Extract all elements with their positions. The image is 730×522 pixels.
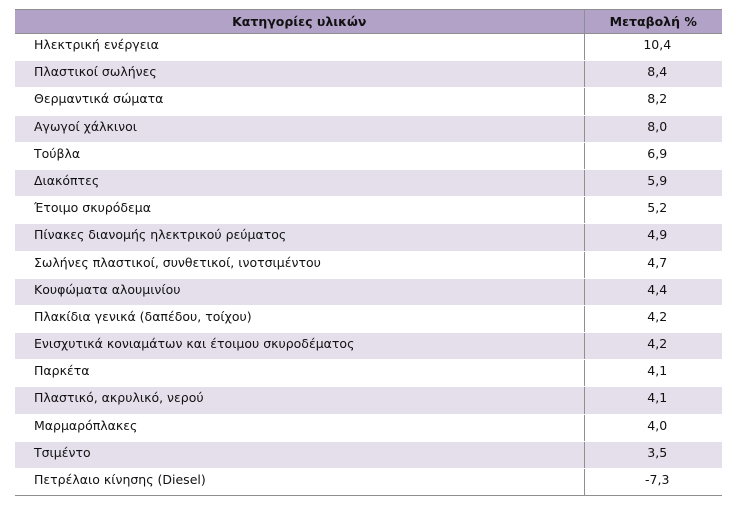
table-row xyxy=(15,115,722,142)
row-change-value: 6,9 xyxy=(584,142,722,169)
row-change-value: 3,5 xyxy=(584,441,722,468)
row-change-value: 4,0 xyxy=(584,414,722,441)
table-row xyxy=(15,251,722,278)
row-change-value: 4,4 xyxy=(584,278,722,305)
table-row xyxy=(15,441,722,468)
table-row xyxy=(15,469,722,496)
row-change-value: 5,2 xyxy=(584,197,722,224)
row-change-value: 5,9 xyxy=(584,169,722,196)
table-header xyxy=(15,10,722,34)
row-category-name: Τσιμέντο xyxy=(15,441,584,468)
row-category-name: Ενισχυτικά κονιαμάτων και έτοιμου σκυροδέματος xyxy=(15,333,584,360)
row-category-name: Τούβλα xyxy=(15,142,584,169)
row-change-value: 8,4 xyxy=(584,61,722,88)
table-row xyxy=(15,414,722,441)
row-change-value: 4,1 xyxy=(584,387,722,414)
header-change-percent: Μεταβολή % xyxy=(584,10,722,34)
row-change-value: 4,9 xyxy=(584,224,722,251)
table-row xyxy=(15,305,722,332)
row-category-name: Κουφώματα αλουμινίου xyxy=(15,278,584,305)
table-row xyxy=(15,278,722,305)
row-category-name: Πλακίδια γενικά (δαπέδου, τοίχου) xyxy=(15,305,584,332)
row-category-name: Παρκέτα xyxy=(15,360,584,387)
materials-price-change-table xyxy=(15,9,722,496)
row-change-value: 8,2 xyxy=(584,88,722,115)
row-category-name: Πίνακες διανομής ηλεκτρικού ρεύματος xyxy=(15,224,584,251)
row-change-value: 8,0 xyxy=(584,115,722,142)
row-category-name: Πλαστικό, ακρυλικό, νερού xyxy=(15,387,584,414)
row-category-name: Θερμαντικά σώματα xyxy=(15,88,584,115)
table-row xyxy=(15,142,722,169)
row-change-value: 10,4 xyxy=(584,34,722,61)
table-row xyxy=(15,333,722,360)
row-category-name: Έτοιμο σκυρόδεμα xyxy=(15,197,584,224)
row-change-value: -7,3 xyxy=(584,469,722,496)
row-category-name: Μαρμαρόπλακες xyxy=(15,414,584,441)
table-row xyxy=(15,34,722,61)
table-row xyxy=(15,88,722,115)
row-change-value: 4,2 xyxy=(584,333,722,360)
row-category-name: Διακόπτες xyxy=(15,169,584,196)
table-row xyxy=(15,61,722,88)
row-change-value: 4,2 xyxy=(584,305,722,332)
row-category-name: Πλαστικοί σωλήνες xyxy=(15,61,584,88)
table-row xyxy=(15,169,722,196)
header-row xyxy=(15,10,722,34)
row-change-value: 4,7 xyxy=(584,251,722,278)
header-category: Κατηγορίες υλικών xyxy=(15,10,584,34)
row-change-value: 4,1 xyxy=(584,360,722,387)
row-category-name: Σωλήνες πλαστικοί, συνθετικοί, ινοτσιμέντου xyxy=(15,251,584,278)
table-row xyxy=(15,360,722,387)
table-row xyxy=(15,387,722,414)
table-body xyxy=(15,34,722,496)
table-row xyxy=(15,197,722,224)
table-row xyxy=(15,224,722,251)
row-category-name: Αγωγοί χάλκινοι xyxy=(15,115,584,142)
materials-price-change-table-container xyxy=(15,9,722,496)
row-category-name: Ηλεκτρική ενέργεια xyxy=(15,34,584,61)
row-category-name: Πετρέλαιο κίνησης (Diesel) xyxy=(15,469,584,496)
